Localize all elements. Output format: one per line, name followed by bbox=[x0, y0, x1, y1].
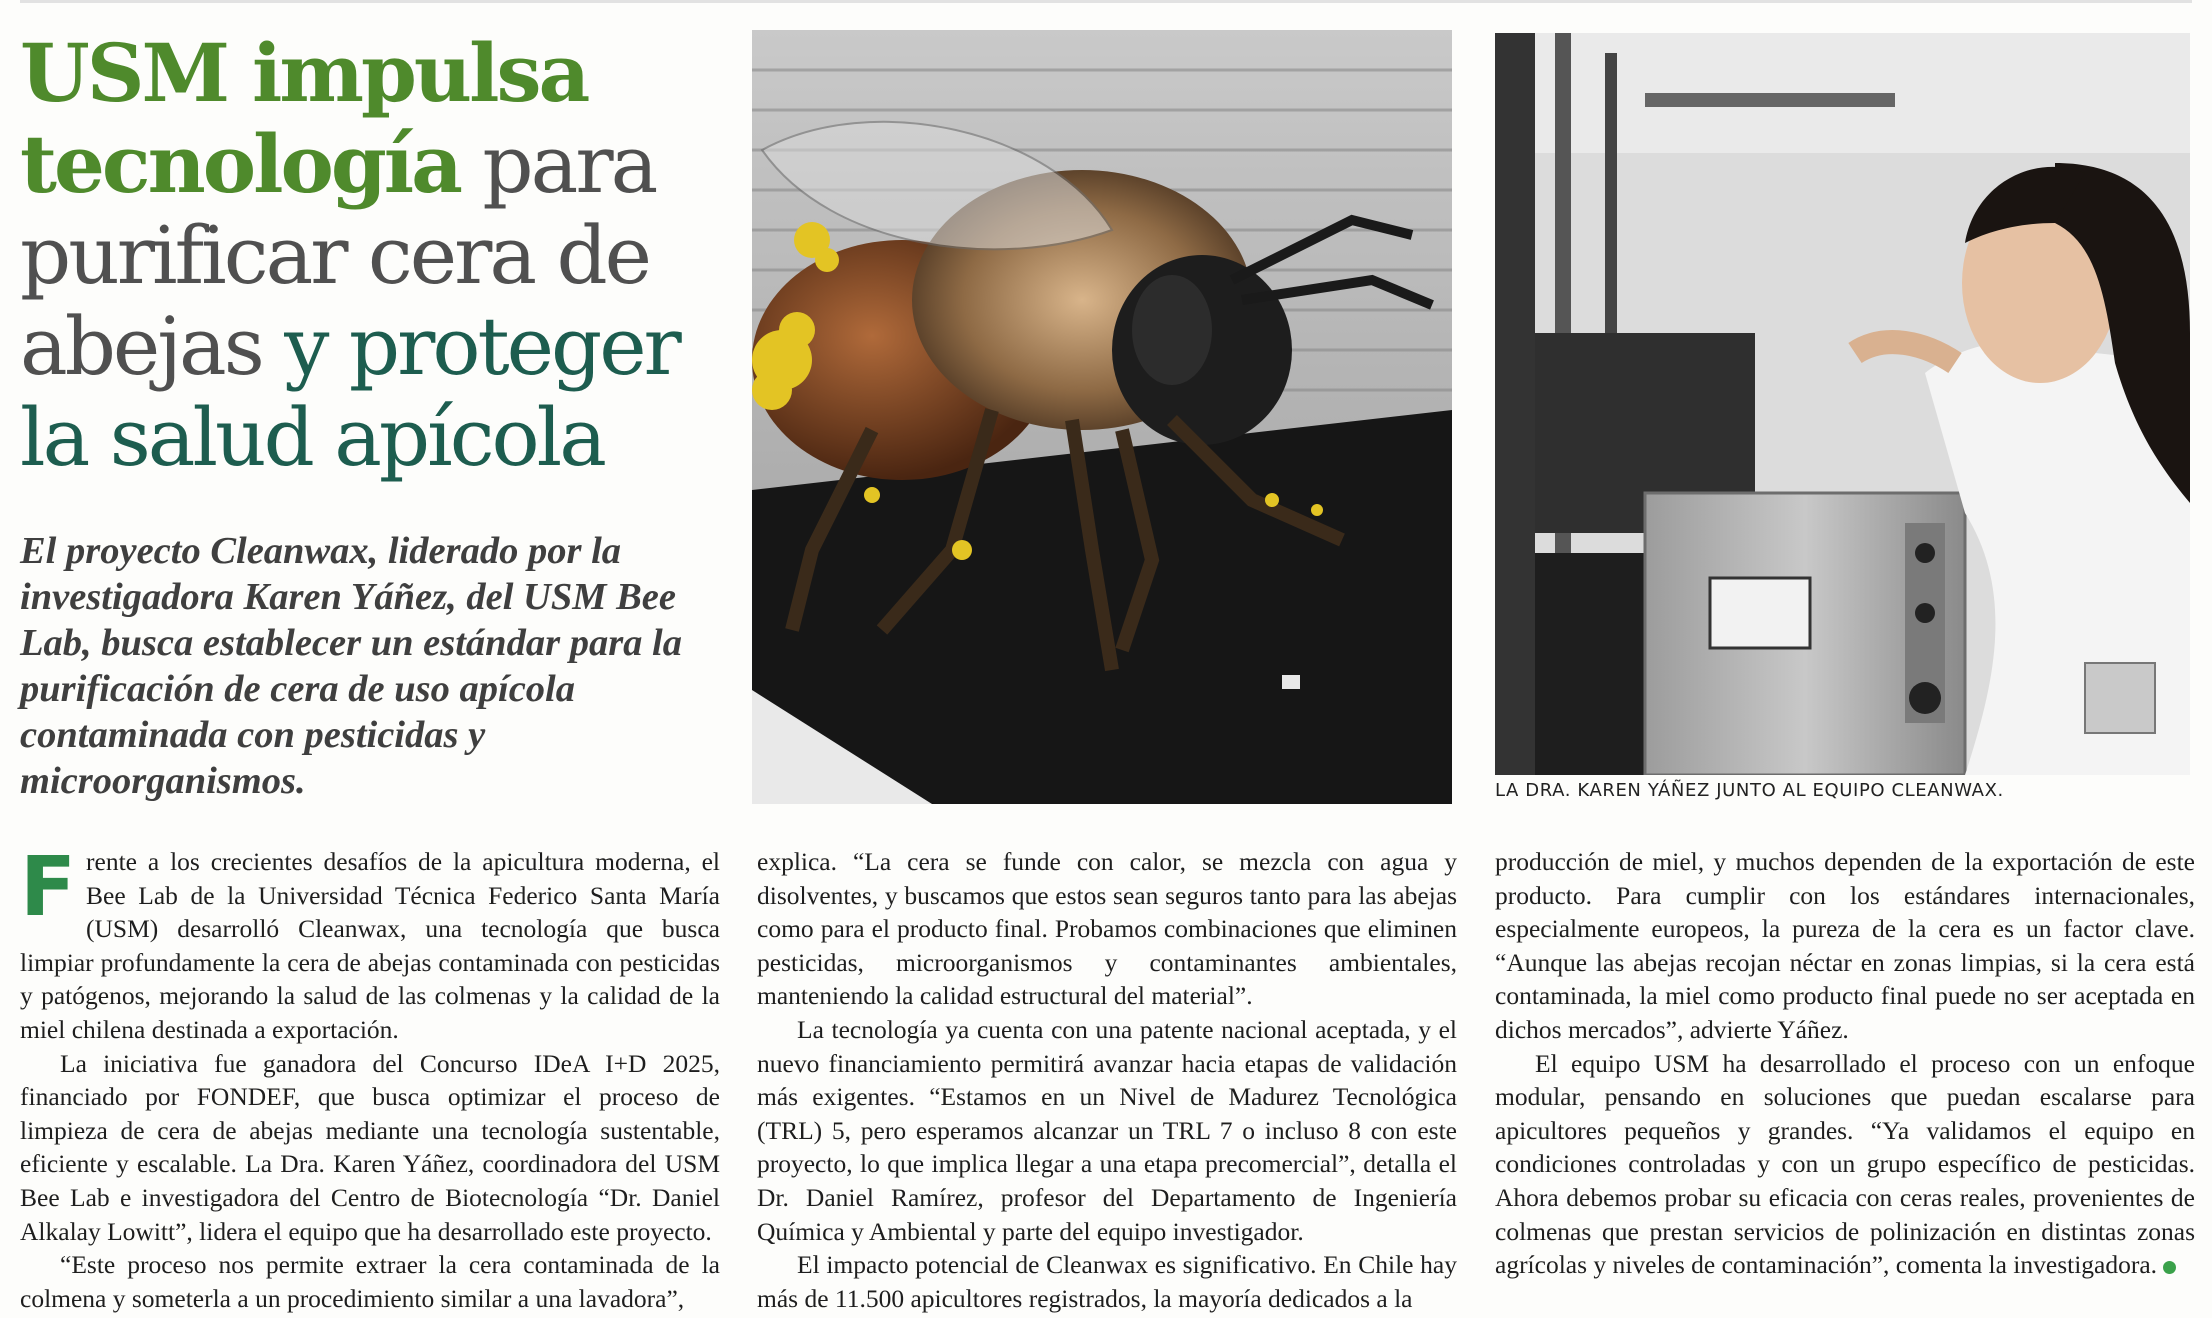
body-column-3 bbox=[1495, 845, 2195, 1282]
headline-highlight-2: tecnología bbox=[20, 117, 460, 211]
headline bbox=[20, 28, 740, 483]
paragraph: producción de miel, y muchos dependen de la exportación de este producto. Para cumplir con los estándares internacionales, especialmente europeos, la pureza de la cera es un factor clave. “Aunque las abejas recojan néctar en zonas limpias, si la cera está contaminada, la miel como producto final puede no ser aceptada en dichos mercados”, advierte Yáñez. bbox=[1495, 847, 2195, 1044]
paragraph: “Este proceso nos permite extraer la cera contaminada de la colmena y someterla a un procedimiento similar a una lavadora”, bbox=[20, 1250, 720, 1313]
lab-photo bbox=[1495, 33, 2190, 775]
paragraph-text: El equipo USM ha desarrollado el proceso con un enfoque modular, pensando en soluciones que puedan escalarse para apicultores pequeños y grandes. “Ya validamos el equipo en condiciones controladas y con un grupo específico de pesticidas. Ahora debemos probar su eficacia con ceras reales, provenientes de colmenas que prestan servicios de polinización en distintas zonas agrícolas y niveles de contaminación”, comenta la investigadora. bbox=[1495, 1048, 2195, 1280]
paragraph-text: rente a los crecientes desafíos de la apicultura moderna, el Bee Lab de la Universidad Técnica Federico Santa María (USM) desarrolló Cleanwax, una tecnología que busca limpiar profundamente la cera de abejas contaminada con pesticidas y patógenos, mejorando la salud de las colmenas y la calidad de la miel chilena destinada a exportación. bbox=[20, 847, 720, 1044]
paragraph bbox=[20, 840, 720, 1047]
paragraph: El impacto potencial de Cleanwax es significativo. En Chile hay más de 11.500 apicultores registrados, la mayoría dedicados a la bbox=[757, 1250, 1457, 1313]
paragraph: La iniciativa fue ganadora del Concurso IDeA I+D 2025, financiado por FONDEF, que busca optimizar el proceso de limpieza de cera de abejas mediante una tecnología sustentable, eficiente y escalable. La Dra. Karen Yáñez, coordinadora del USM Bee Lab e investigadora del Centro de Biotecnología “Dr. Daniel Alkalay Lowitt”, lidera el equipo que ha desarrollado este proyecto. bbox=[20, 1048, 720, 1246]
top-rule bbox=[20, 0, 2192, 3]
lab-photo-image bbox=[1495, 33, 2190, 775]
bee-photo-image bbox=[752, 30, 1452, 804]
body-column-1 bbox=[20, 840, 720, 1315]
body-column-2 bbox=[757, 845, 1457, 1315]
drop-cap: F bbox=[20, 840, 77, 935]
paragraph: La tecnología ya cuenta con una patente nacional aceptada, y el nuevo financiamiento permitirá avanzar hacia etapas de validación más exigentes. “Estamos en un Nivel de Madurez Tecnológica (TRL) 5, pero esperamos alcanzar un TRL 7 o incluso 8 con este proyecto, lo que implica llegar a una etapa precomercial”, detalla el Dr. Daniel Ramírez, profesor del Departamento de Ingeniería Química y Ambiental y parte del equipo investigador. bbox=[757, 1014, 1457, 1246]
end-mark-icon bbox=[2163, 1261, 2176, 1274]
headline-highlight-1: USM impulsa bbox=[20, 26, 588, 120]
paragraph-final bbox=[1495, 1047, 2195, 1282]
paragraph: explica. “La cera se funde con calor, se mezcla con agua y disolventes, y buscamos que estos sean seguros tanto para las abejas como para el producto final. Probamos combinaciones que eliminen pesticidas, microorganismos y contaminantes ambientales, manteniendo la calidad estructural del material”. bbox=[757, 847, 1457, 1011]
headline-middle: para purificar cera de abejas bbox=[20, 118, 656, 393]
subtitle: El proyecto Cleanwax, liderado por la investigadora Karen Yáñez, del USM Bee Lab, busca establecer un estándar para la purificación de cera de uso apícola contaminada con pesticidas y microorganismos. bbox=[20, 530, 683, 802]
photo-caption: LA DRA. KAREN YÁÑEZ JUNTO AL EQUIPO CLEANWAX. bbox=[1495, 780, 2004, 801]
headline-end: y proteger la salud apícola bbox=[20, 300, 679, 484]
bee-photo bbox=[752, 30, 1452, 804]
